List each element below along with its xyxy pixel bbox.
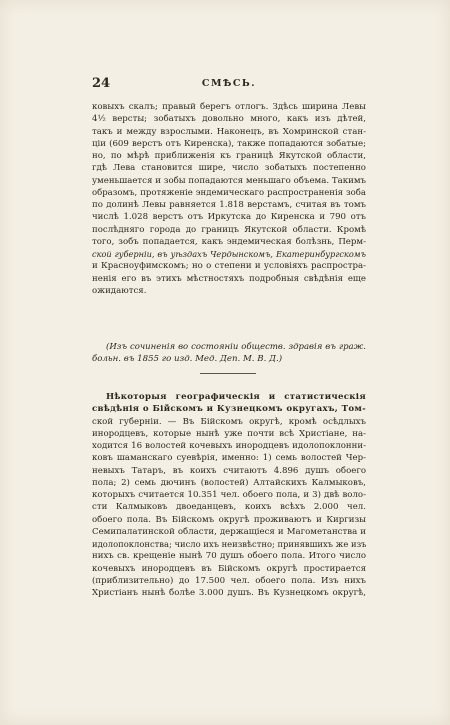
- text-line: но, по мѣрѣ приближенія къ границѣ Якутской области,: [92, 151, 366, 161]
- text-line: уменьшается и зобы попадаются меньшаго объема. Такимъ: [92, 175, 366, 186]
- citation-line: (Изъ сочиненія во состояніи обществ. здравія въ граж.: [106, 342, 366, 352]
- text-line: которыхъ считается 10.351 чел. обоего пола, и 3) двѣ воло-: [92, 490, 366, 500]
- text-line: (приблизительно) до 17.500 чел. обоего пола. Изъ нихъ: [92, 575, 366, 586]
- text-line: числѣ 1.028 верстъ отъ Иркутска до Киренска и 790 отъ: [92, 212, 366, 223]
- text-line: по долинѣ Левы равняется 1.818 верстамъ, считая въ томъ: [92, 200, 366, 210]
- text-line: нихъ св. крещеніе нынѣ 70 душъ обоего пола. Итого число: [92, 551, 366, 562]
- text-line: ожидаются.: [92, 285, 147, 296]
- text-line: Семипалатинской области, держащіеся и Магометанства и: [92, 526, 366, 537]
- text-line: и Красноуфимскомъ; но о степени и условіяхъ распростра-: [92, 261, 366, 272]
- source-citation: [92, 341, 366, 366]
- text-line: невыхъ Татаръ, въ коихъ считаютъ 4.896 душъ обоего: [92, 465, 366, 476]
- text-line: гдѣ Лева становится шире, число зобатыхъ постепенно: [92, 163, 366, 174]
- text-line: послѣдняго города до границъ Якутской области. Кромѣ: [92, 224, 366, 235]
- paragraph-biysk-kuznetsk: [92, 391, 366, 599]
- section-heading-line: свѣдѣнія о Бійскомъ и Кузнецкомъ округахъ, Том-: [92, 404, 366, 415]
- text-line: Христіанъ нынѣ болѣе 3.000 душъ. Въ Кузнецкомъ округѣ,: [92, 588, 366, 598]
- text-line: того, зобъ попадается, какъ эндемическая болѣзнь, Перм-: [92, 236, 366, 247]
- text-line: обоего пола. Въ Бійскомъ округѣ проживаютъ и Киргизы: [92, 514, 366, 525]
- text-line: ковъ шаманскаго суевѣрія, именно: 1) семь волостей Чер-: [92, 453, 366, 464]
- text-line: ковыхъ скалъ; правый берегъ отлогъ. Здѣсь ширина Левы: [92, 102, 366, 112]
- page-number: 24: [92, 76, 111, 91]
- text-line: ходится 16 волостей кочевыхъ инородцевъ идолопоклонни-: [92, 441, 366, 451]
- text-line: пола; 2) семь дючинъ (волостей) Алтайскихъ Калмыковъ,: [92, 477, 366, 488]
- running-head: СМѢСЬ.: [201, 78, 257, 89]
- text-line: ской губерніи. — Въ Бійскомъ округѣ, кромѣ осѣдлыхъ: [92, 416, 366, 427]
- text-line: ской губерніи, въ уѣздахъ Чердынскомъ, Екатеринбургскомъ: [92, 249, 366, 259]
- text-line: ціи (609 верстъ отъ Киренска), также попадаются зобатые;: [92, 138, 366, 149]
- page-header: [92, 76, 366, 94]
- text-line: образомъ, протяженіе эндемическаго распространенія зоба: [92, 187, 366, 198]
- text-line: 4½ версты; зобатыхъ довольно много, какъ изъ дѣтей,: [92, 114, 366, 125]
- text-line: ненія его въ этихъ мѣстностяхъ подробныя свѣдѣнія еще: [92, 273, 366, 284]
- text-line: идолопоклонства; число ихъ неизвѣстно; принявшихъ же изъ: [92, 539, 367, 549]
- paragraph-goiter: [92, 101, 366, 297]
- section-heading-line: Нѣкоторыя географическія и статистическія: [106, 392, 366, 402]
- text-line: инородцевъ, которые нынѣ уже почти всѣ Христіане, на-: [92, 428, 366, 439]
- text-line: кочевыхъ инородцевъ въ Бійскомъ округѣ простирается: [92, 563, 366, 574]
- citation-line: больн. въ 1855 го изд. Мед. Деп. М. В. Д.): [92, 354, 283, 365]
- text-line: такъ и между взрослыми. Наконецъ, въ Хомринской стан-: [92, 126, 366, 137]
- text-line: сти Калмыковъ двоеданцевъ, коихъ всѣхъ 2.000 чел.: [92, 502, 366, 513]
- section-divider: [200, 373, 256, 374]
